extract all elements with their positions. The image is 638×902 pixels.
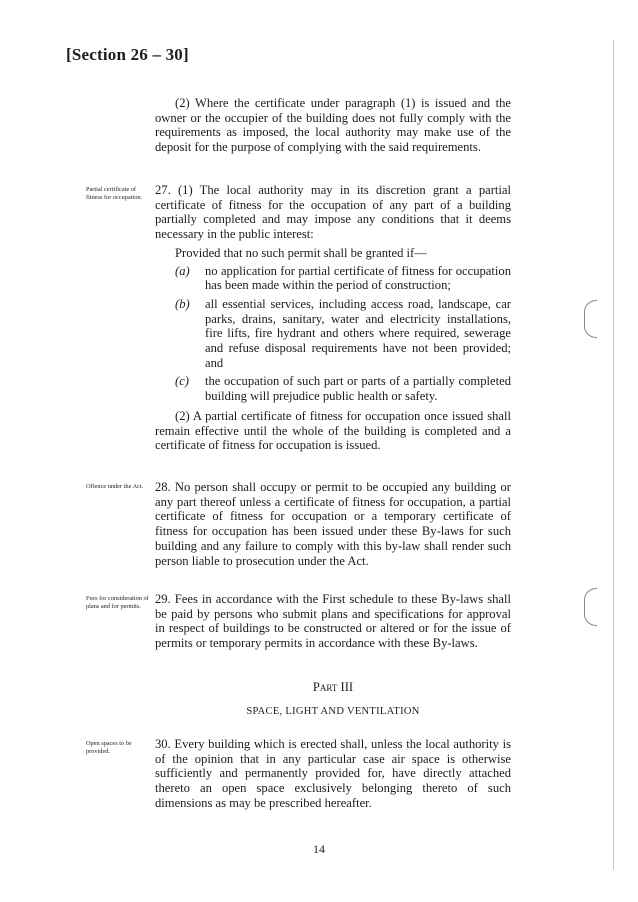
section-27-proviso: Provided that no such permit shall be granted if— [175,245,427,260]
item-text: the occupation of such part or parts of a partially completed building will prejudice public health or safety. [205,374,511,404]
part-heading-block [155,680,511,719]
item-marker: (a) [175,263,190,278]
paragraph-26-2-text: (2) Where the certificate under paragraph (1) is issued and the owner or the occupier of the building does not fully comply with the requirements as imposed, the local authority may make use of the deposit for the purpose of complying with the said requirements. [155,96,511,155]
list-item [175,374,511,403]
margin-note-29: Fees for consideration of plans and for permits. [86,595,149,610]
part-heading: Part III [312,680,354,694]
section-27-para-2: (2) A partial certificate of fitness for occupation once issued shall remain effective until the whole of the building is completed and a certificate of fitness for occupation is issued. [155,408,511,453]
section-30 [155,737,511,811]
item-text: no application for partial certificate of fitness for occupation has been made within the period of construction; [205,263,511,293]
margin-note-30: Open spaces to be provided. [86,740,132,755]
margin-note-28: Offence under the Act. [86,483,144,490]
scan-binding-arc [584,300,597,338]
section-27-para-1: 27. (1) The local authority may in its discretion grant a partial certificate of fitness for the occupation of any part of a building partially completed and may impose any conditions that it deems necessary in the public interest: [155,183,511,242]
list-item [175,297,511,371]
item-marker: (b) [175,296,190,311]
section-27-items [175,264,511,404]
section-range-header: [Section 26 – 30] [66,45,189,64]
scan-binding-arc [584,588,597,626]
item-marker: (c) [175,374,189,389]
margin-note-27: Partial certificate of fitness for occupation. [86,186,143,201]
section-28-text: 28. No person shall occupy or permit to be occupied any building or any part thereof unless a certificate of fitness for occupation, a partial certificate of fitness for occupation or a temporary certificate of fitness for occupation has been issued under these By-laws for such building and any failure to comply with this by-law shall render such person liable to prosecution under the Act. [155,480,511,568]
section-27 [155,183,511,453]
scan-edge-line [613,40,614,870]
page-number: 14 [313,842,325,856]
section-28 [155,480,511,568]
section-29-text: 29. Fees in accordance with the First schedule to these By-laws shall be paid by persons who submit plans and specifications for approval in respect of buildings to be constructed or altered or for the issue of permits or temporary permits in accordance with these By-laws. [155,592,511,651]
paragraph-26-2 [155,96,511,155]
section-29 [155,592,511,651]
list-item [175,264,511,293]
section-30-text: 30. Every building which is erected shall, unless the local authority is of the opinion that in any particular case air space is otherwise sufficiently and permanently provided for, have directly attached thereto an open space exclusively belonging thereto of such dimensions as may be prescribed hereafter. [155,737,511,810]
item-text: all essential services, including access road, landscape, car parks, drains, sanitary, water and electricity installations, fire lifts, fire hydrant and others where required, sewerage and refuse disposal requirements have not been provided; and [205,296,511,370]
part-title: SPACE, LIGHT AND VENTILATION [246,705,420,717]
